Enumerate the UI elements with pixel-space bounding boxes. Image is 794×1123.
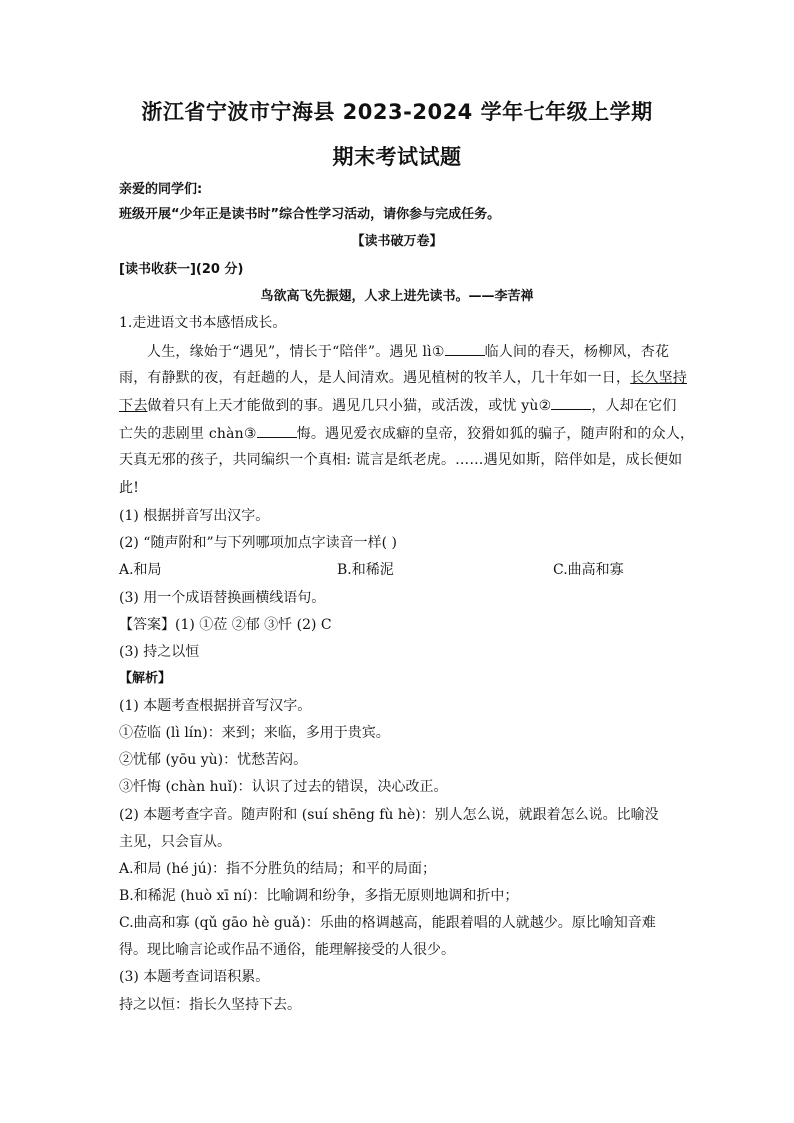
- option-a: A.和局: [119, 562, 162, 578]
- quote: 鸟欲高飞先振翅，人求上进先读书。——李苦禅: [260, 289, 534, 304]
- answer-line-2: (3) 持之以恒: [119, 644, 200, 660]
- sub-question-2: (2) “随声附和”与下列哪项加点字读音一样( ): [119, 535, 397, 551]
- intro: 班级开展“少年正是读书时”综合性学习活动，请你参与完成任务。: [119, 207, 501, 222]
- passage-line-2a: 雨，有静默的夜，有赶趟的人，是人间清欢。遇见植树的牧羊人，几十年如一日，: [119, 370, 631, 386]
- question-1: 1.走进语文书本感悟成长。: [119, 315, 287, 331]
- analysis-line-9: C.曲高和寡 (qǔ gāo hè guǎ)：乐曲的格调越高，能跟着唱的人就越少。原比喻知音难: [119, 915, 656, 931]
- analysis-line-8: B.和稀泥 (huò xī ní)：比喻调和纷争，多指无原则地调和折中；: [119, 888, 519, 904]
- analysis-line-1: (1) 本题考查根据拼音写汉字。: [119, 698, 312, 714]
- passage-line-3: [119, 395, 689, 416]
- analysis-line-12: 持之以恒：指长久坚持下去。: [119, 997, 301, 1013]
- section-heading: 【读书破万卷】: [351, 234, 443, 249]
- analysis-line-3: ②忧郁 (yōu yù)：忧愁苦闷。: [119, 752, 308, 768]
- doc-title-line2: 期末考试试题: [332, 145, 462, 169]
- passage-line-3a: 做着只有上天才能做到的事。遇见几只小猫，或活泼，或忧 yù②: [147, 398, 552, 414]
- analysis-line-7: A.和局 (hé jú)：指不分胜负的结局；和平的局面；: [119, 861, 437, 877]
- option-b: B.和稀泥: [337, 562, 394, 578]
- option-c: C.曲高和寡: [553, 562, 624, 578]
- sub-question-1: (1) 根据拼音写出汉字。: [119, 508, 270, 524]
- passage-line-1: [147, 341, 717, 362]
- greeting: 亲爱的同学们:: [119, 182, 203, 197]
- blank-3: [257, 423, 297, 438]
- analysis-line-5: (2) 本题考查字音。随声附和 (suí shēng fù hè)：别人怎么说，就跟着怎么说。比喻没: [119, 807, 659, 823]
- underlined-phrase-b: 下去: [119, 398, 148, 414]
- analysis-line-10: 得。现比喻言论或作品不通俗，能理解接受的人很少。: [119, 942, 455, 958]
- passage-line-5: 天真无邪的孩子，共同编织一个真相: 谎言是纸老虎。……遇见如斯，陪伴如是，成长便如: [119, 452, 683, 468]
- passage-line-6: 此!: [119, 480, 140, 496]
- analysis-line-11: (3) 本题考查词语积累。: [119, 969, 270, 985]
- passage-line-2: [119, 368, 689, 388]
- sub-question-3: (3) 用一个成语替换画横线语句。: [119, 590, 326, 606]
- passage-line-4a: 亡失的悲剧里 chàn③: [119, 426, 257, 442]
- passage-line-3b: ，人却在它们: [591, 398, 677, 414]
- analysis-line-2: ①莅临 (lì lín)：来到；来临，多用于贵宾。: [119, 725, 390, 741]
- passage-line-1b: 临人间的春天，杨柳风，杏花: [484, 344, 670, 360]
- blank-2: [551, 395, 591, 410]
- passage-line-4b: 悔。遇见爱衣成癖的皇帝，狡猾如狐的骗子，随声附和的众人，: [296, 426, 695, 442]
- answer-line-1: 【答案】(1) ①莅 ②郁 ③忏 (2) C: [119, 617, 332, 633]
- doc-title-line1: 浙江省宁波市宁海县 2023-2024 学年七年级上学期: [141, 100, 653, 124]
- analysis-heading: 【解析】: [119, 671, 172, 686]
- passage-line-1a: 人生，缘始于“遇见”，情长于“陪伴”。遇见 lì①: [147, 344, 445, 360]
- passage-line-4: [119, 423, 695, 444]
- underlined-phrase-a: 长久坚持: [630, 370, 688, 386]
- analysis-line-6: 主见，只会盲从。: [119, 834, 231, 850]
- part1-heading: [读书收获一](20 分): [119, 262, 244, 277]
- blank-1: [445, 341, 485, 356]
- analysis-line-4: ③忏悔 (chàn huǐ)：认识了过去的错误，决心改正。: [119, 779, 448, 795]
